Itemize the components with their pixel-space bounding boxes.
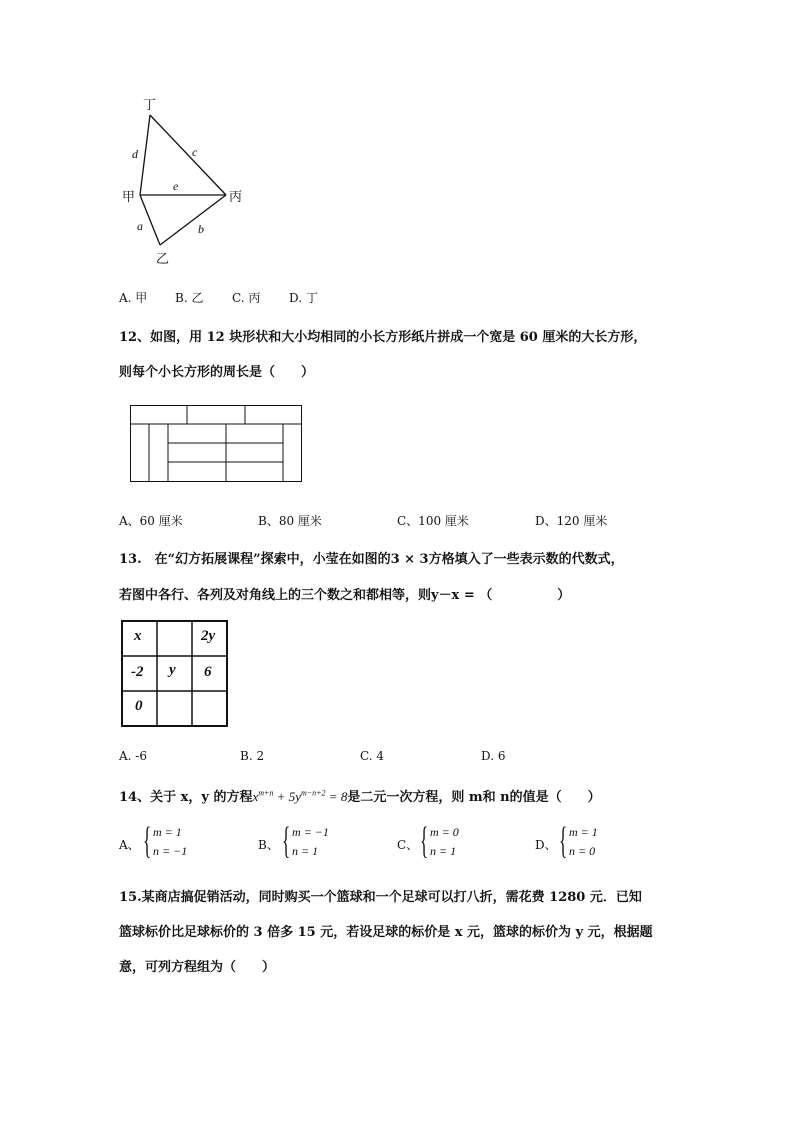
- q13-text-line2: 若图中各行、各列及对角线上的三个数之和都相等，则y－x = （ ）: [119, 588, 571, 603]
- edge-a: [140, 195, 160, 245]
- q12-rectangle-figure: [130, 405, 302, 482]
- q14-option-c-label[interactable]: C、: [397, 838, 419, 852]
- q14-option-d-label[interactable]: D、: [535, 838, 557, 852]
- vertex-right-label: 丙: [229, 190, 243, 205]
- q12-text-line2: 则每个小长方形的周长是（ ）: [119, 365, 315, 380]
- q15-text-line2: 篮球标价比足球标价的 3 倍多 15 元，若设足球的标价是 x 元，篮球的标价为 y 元，根据题: [119, 925, 653, 940]
- q15-text-line3: 意，可列方程组为（ ）: [119, 960, 276, 975]
- edge-e-label: e: [173, 179, 179, 193]
- q14-prefix: 14、关于 x，y 的方程: [119, 790, 253, 805]
- q11-option-d[interactable]: D. 丁: [289, 291, 318, 305]
- q13-option-a[interactable]: A. -6: [119, 749, 147, 763]
- q13-option-c[interactable]: C. 4: [360, 749, 385, 763]
- edge-c-label: c: [192, 145, 198, 159]
- q11-option-a[interactable]: A. 甲: [119, 291, 148, 305]
- q11-option-b[interactable]: B. 乙: [175, 291, 204, 305]
- grid-cell-r1c3: 2y: [201, 628, 216, 644]
- q13-option-d[interactable]: D. 6: [481, 749, 506, 763]
- edge-d-label: d: [132, 147, 138, 161]
- q14-option-b-label[interactable]: B、: [258, 838, 279, 852]
- q11-option-c[interactable]: C. 丙: [232, 291, 261, 305]
- q12-option-c[interactable]: C、100 厘米: [397, 514, 469, 528]
- q13-magic-square: [121, 620, 228, 727]
- vertex-bottom-label: 乙: [156, 252, 170, 267]
- edge-b-label: b: [198, 222, 204, 236]
- edge-b: [160, 195, 226, 245]
- q13-option-b[interactable]: B. 2: [240, 749, 265, 763]
- q14-text: [119, 786, 601, 805]
- q12-option-b[interactable]: B、80 厘米: [258, 514, 322, 528]
- grid-cell-r1c1: x: [134, 628, 142, 644]
- q15-text-line1: 15.某商店搞促销活动，同时购买一个篮球和一个足球可以打八折，需花费 1280 元．已知: [119, 890, 642, 905]
- q12-option-a[interactable]: A、60 厘米: [119, 514, 183, 528]
- rectangle-tiling-diagram: [130, 405, 302, 482]
- vertex-left-label: 甲: [122, 190, 136, 205]
- q12-option-d[interactable]: D、120 厘米: [535, 514, 608, 528]
- edge-d: [140, 115, 150, 195]
- grid-cell-r2c3: 6: [204, 664, 212, 680]
- vertex-top-label: 丁: [143, 98, 157, 113]
- grid-cell-r3c1: 0: [135, 698, 143, 714]
- kite-diagram: [110, 90, 270, 270]
- edge-a-label: a: [137, 219, 143, 233]
- q12-text-line1: 12、如图，用 12 块形状和大小均相同的小长方形纸片拼成一个宽是 60 厘米的大长方形，: [119, 330, 647, 345]
- q14-suffix: 是二元一次方程，则 m和 n的值是（ ）: [347, 790, 601, 805]
- grid-cell-r2c2: y: [169, 662, 176, 678]
- q13-text-line1: 13. 在“幻方拓展课程”探索中，小莹在如图的3 × 3方格填入了一些表示数的代数式，: [119, 552, 624, 567]
- edge-c: [150, 115, 226, 195]
- grid-cell-r2c1: -2: [131, 664, 144, 680]
- q11-figure: [110, 90, 270, 270]
- q14-equation: $x^{m+n} + 5y^{m-n+2} = 8$: [252, 788, 348, 804]
- q14-option-a-label[interactable]: A、: [119, 838, 140, 852]
